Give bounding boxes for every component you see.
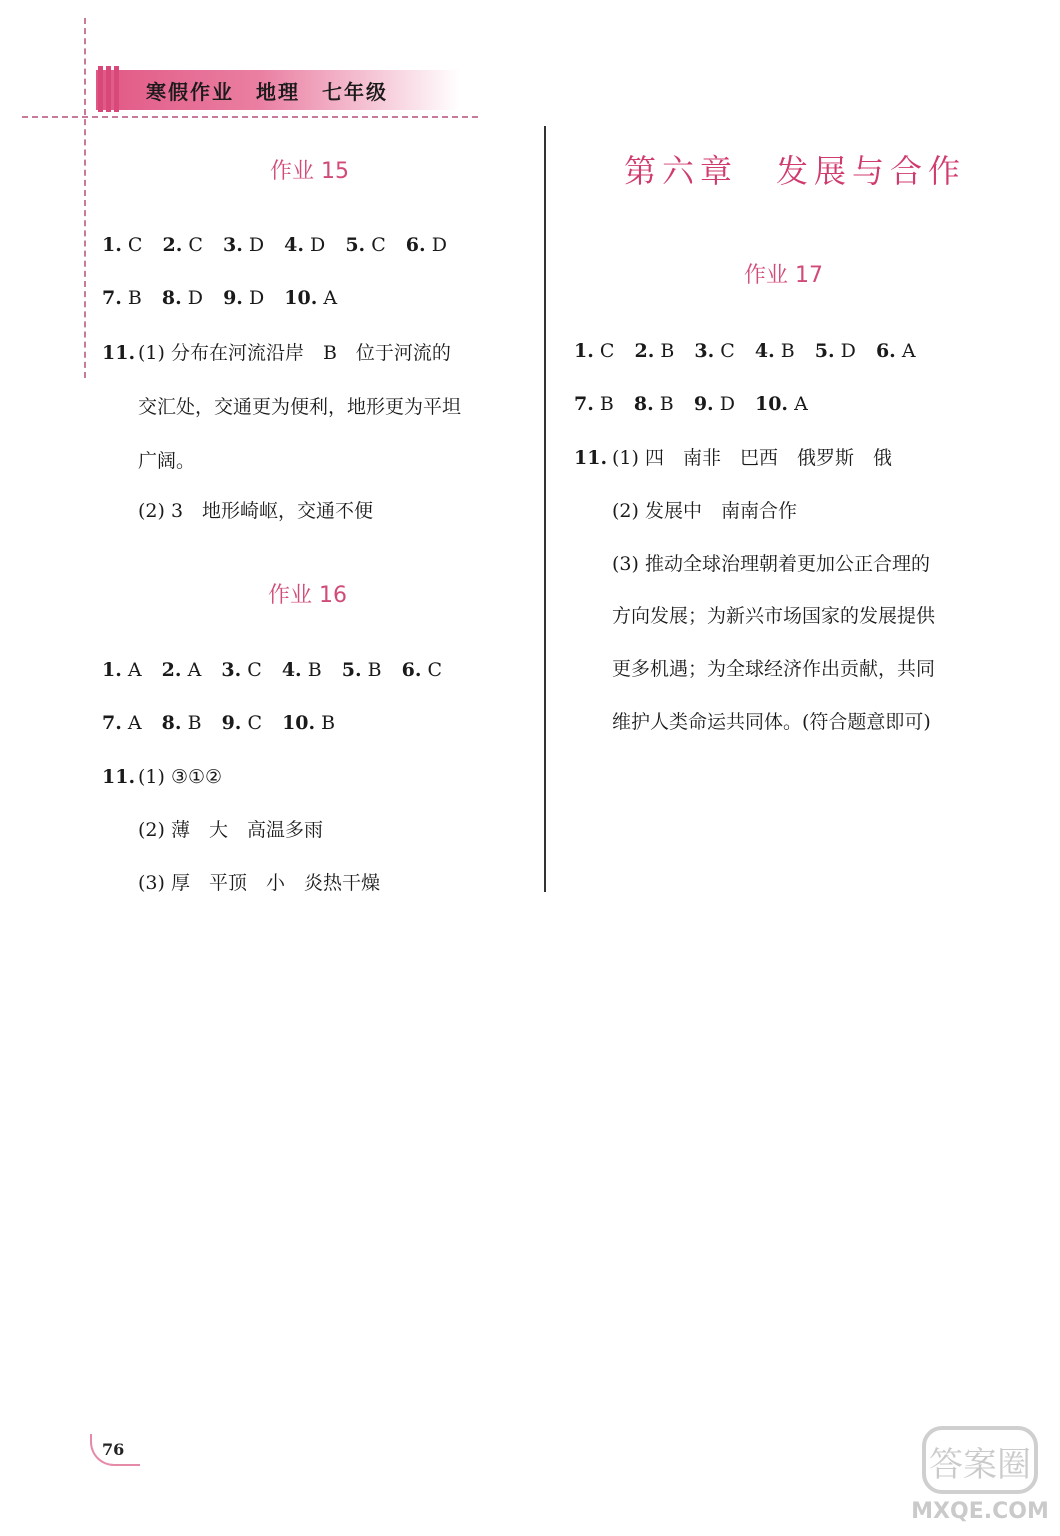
hw17-q11-line: 方向发展；为新兴市场国家的发展提供: [612, 605, 936, 627]
hw15-title: 作业 15: [270, 159, 349, 184]
hw17-q11-line: (1) 四 南非 巴西 俄罗斯 俄: [612, 447, 892, 469]
answer-item: 9. C: [221, 712, 263, 734]
answer-item: 8. D: [161, 287, 204, 309]
hw15-q11-line: (2) 3 地形崎岖，交通不便: [138, 500, 374, 522]
hw15-q11-number: 11.: [102, 342, 136, 364]
hw15-row1: [102, 232, 461, 258]
hw17-row2: [574, 391, 822, 417]
hw17-title: 作业 17: [744, 263, 823, 288]
column-separator: [544, 126, 546, 892]
answer-item: 1. C: [574, 340, 615, 362]
answer-item: 8. B: [161, 712, 202, 734]
header-stripe: [114, 66, 119, 112]
hw17-q11-line: 维护人类命运共同体。(符合题意即可): [612, 711, 931, 733]
header-dashed-vertical: [84, 18, 86, 378]
answer-item: 5. D: [814, 340, 856, 362]
answer-item: 4. B: [754, 340, 795, 362]
header-stripe: [106, 66, 111, 112]
header-dashed-horizontal: [22, 116, 478, 118]
answer-item: 7. B: [102, 287, 142, 309]
answer-item: 1. A: [102, 659, 142, 681]
hw16-q11-line: (3) 厚 平顶 小 炎热干燥: [138, 872, 380, 894]
answer-item: 3. C: [694, 340, 735, 362]
hw16-row1: [102, 657, 456, 683]
hw16-q11-line: (1) ③①②: [138, 766, 223, 788]
answer-item: 3. D: [222, 234, 265, 256]
answer-item: 10. A: [754, 393, 808, 415]
answer-item: 2. B: [634, 340, 675, 362]
answer-item: 6. D: [405, 234, 447, 256]
hw15-q11-line: (1) 分布在河流沿岸 B 位于河流的: [138, 342, 451, 364]
watermark-logo: [911, 1418, 1049, 1528]
page-number: 76: [102, 1440, 125, 1459]
answer-item: 4. B: [281, 659, 322, 681]
hw17-q11-line: (3) 推动全球治理朝着更加公正合理的: [612, 553, 930, 575]
chapter-title: 第六章 发展与合作: [624, 152, 967, 190]
hw17-q11-number: 11.: [574, 447, 608, 469]
hw15-row2: [102, 285, 351, 311]
watermark-domain: MXQE.COM: [911, 1499, 1049, 1524]
hw16-row2: [102, 710, 349, 736]
answer-item: 2. C: [162, 234, 203, 256]
answer-item: 7. B: [574, 393, 614, 415]
answer-item: 3. C: [221, 659, 262, 681]
answer-item: 6. C: [401, 659, 443, 681]
hw16-title: 作业 16: [268, 583, 347, 608]
hw15-q11-line: 交汇处，交通更为便利，地形更为平坦: [138, 396, 462, 418]
answer-item: 8. B: [633, 393, 674, 415]
answer-item: 5. B: [341, 659, 382, 681]
answer-item: 10. A: [284, 287, 338, 309]
answer-item: 9. D: [223, 287, 265, 309]
answer-item: 7. A: [102, 712, 142, 734]
hw17-row1: [574, 338, 930, 364]
header-title: 寒假作业 地理 七年级: [146, 80, 388, 104]
hw15-q11-line: 广阔。: [138, 450, 196, 472]
header-stripe: [98, 66, 103, 112]
answer-item: 9. D: [693, 393, 735, 415]
answer-item: 5. C: [345, 234, 386, 256]
hw16-q11-line: (2) 薄 大 高温多雨: [138, 819, 323, 841]
answer-item: 10. B: [282, 712, 336, 734]
hw17-q11-line: 更多机遇；为全球经济作出贡献，共同: [612, 658, 936, 680]
answer-item: 6. A: [875, 340, 916, 362]
hw17-q11-line: (2) 发展中 南南合作: [612, 500, 797, 522]
answer-item: 1. C: [102, 234, 143, 256]
answer-item: 4. D: [284, 234, 326, 256]
watermark-text: 答案圈: [929, 1445, 1031, 1485]
answer-item: 2. A: [161, 659, 202, 681]
hw16-q11-number: 11.: [102, 766, 136, 788]
